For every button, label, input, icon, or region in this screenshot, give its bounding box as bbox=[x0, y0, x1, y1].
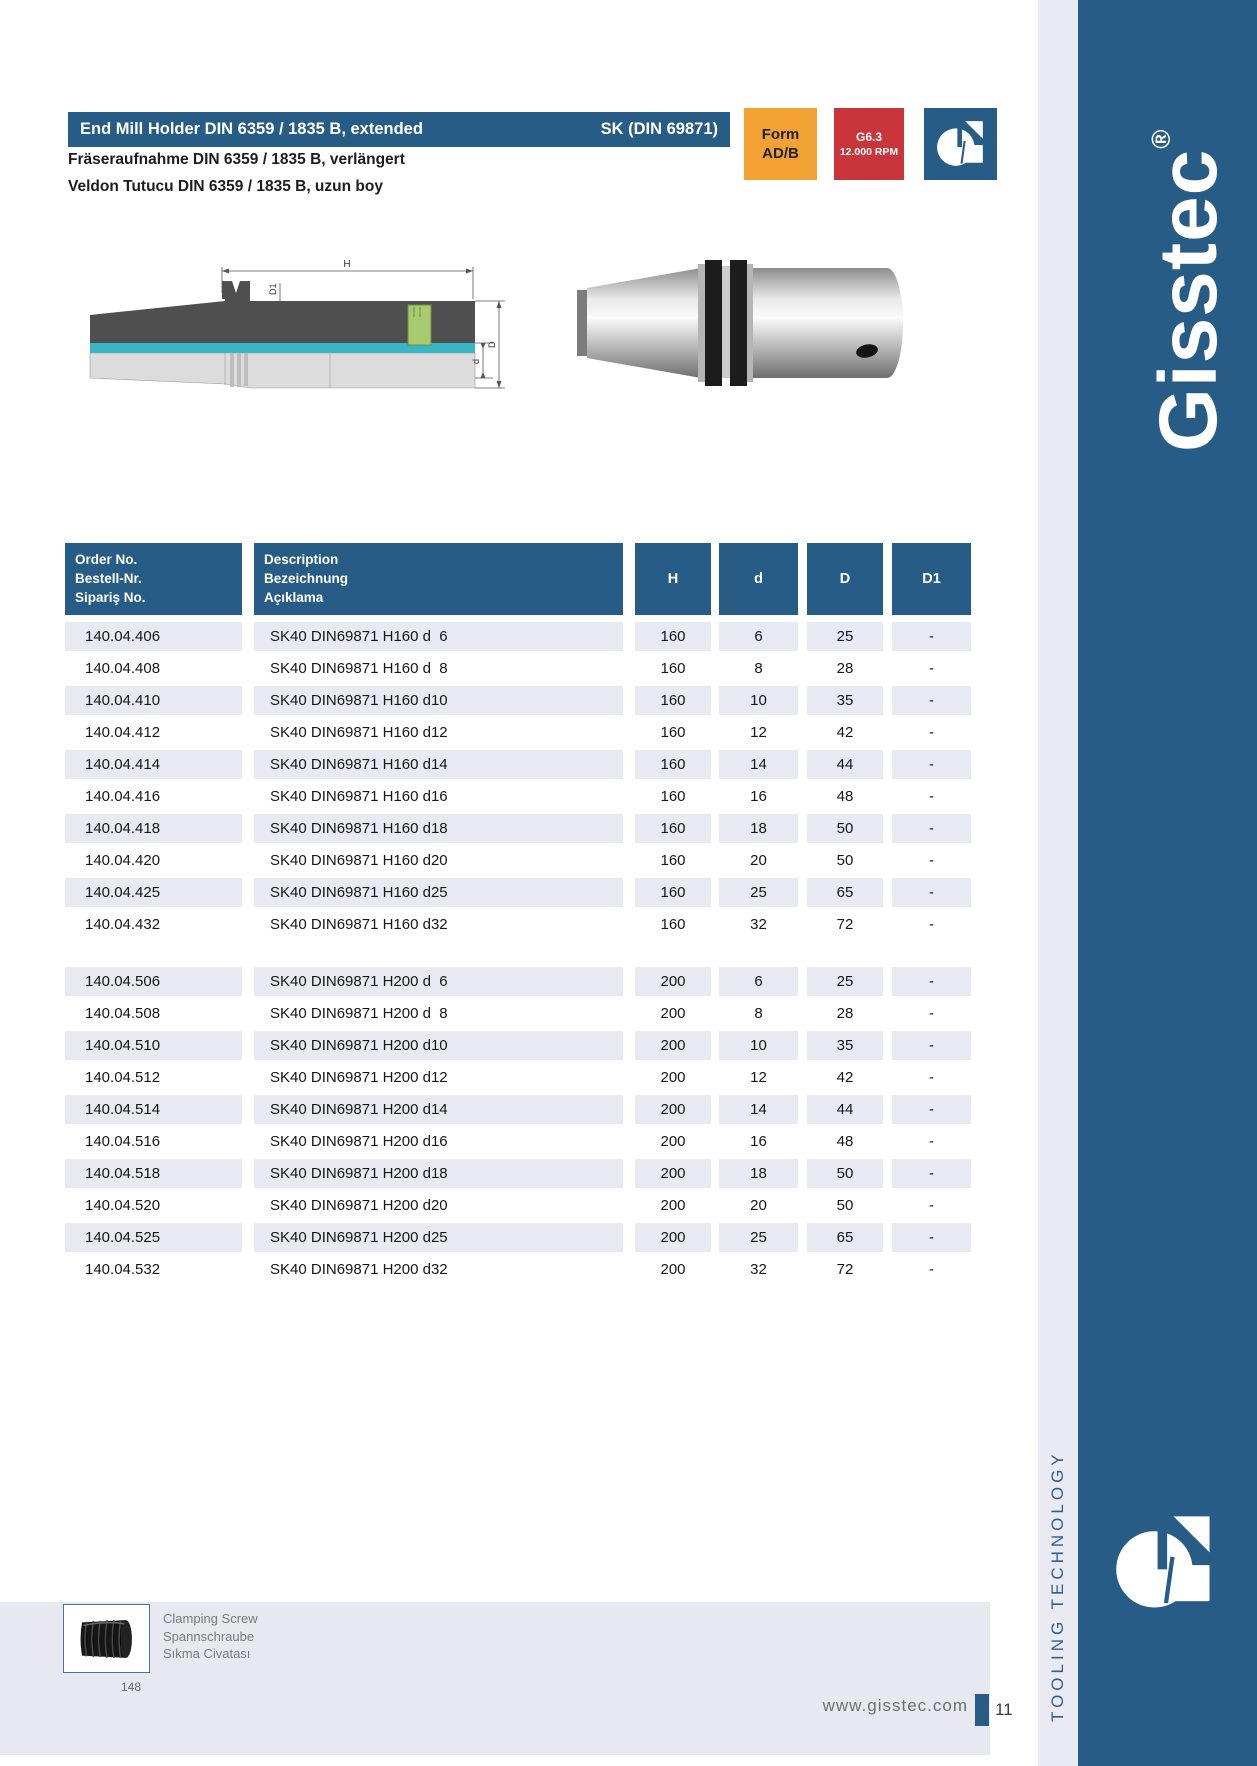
dim-label-d1: D1 bbox=[268, 283, 278, 295]
logo-badge bbox=[924, 108, 997, 180]
table-row bbox=[65, 782, 971, 811]
table-cell: - bbox=[929, 1069, 934, 1086]
table-cell: 50 bbox=[836, 1197, 854, 1214]
table-cell: 8 bbox=[754, 1005, 763, 1022]
table-cell: 44 bbox=[807, 1095, 883, 1124]
gisstec-logo-icon bbox=[1112, 1510, 1218, 1616]
table-cell: 200 bbox=[660, 1069, 686, 1086]
table-row bbox=[65, 1223, 971, 1252]
table-cell: - bbox=[929, 788, 934, 805]
table-cell: 200 bbox=[635, 1095, 711, 1124]
website-link[interactable]: www.gisstec.com bbox=[822, 1696, 968, 1715]
table-cell: 140.04.506 bbox=[65, 967, 242, 996]
registered-mark: ® bbox=[1146, 128, 1176, 149]
table-cell: - bbox=[929, 724, 934, 741]
technical-drawing bbox=[75, 243, 505, 408]
table-row bbox=[65, 967, 971, 996]
table-cell: SK40 DIN69871 H200 d12 bbox=[270, 1069, 448, 1086]
table-cell: 160 bbox=[635, 622, 711, 651]
table-cell: 160 bbox=[660, 916, 686, 933]
table-cell: 50 bbox=[836, 852, 854, 869]
table-cell: 160 bbox=[635, 686, 711, 715]
clamping-screw-box bbox=[63, 1604, 150, 1673]
table-cell: 140.04.412 bbox=[85, 724, 161, 741]
table-cell: 25 bbox=[807, 967, 883, 996]
table-cell: - bbox=[892, 686, 971, 715]
table-cell: 140.04.514 bbox=[65, 1095, 242, 1124]
table-cell: SK40 DIN69871 H160 d12 bbox=[270, 724, 448, 741]
table-row bbox=[65, 654, 971, 683]
table-row bbox=[65, 1127, 971, 1156]
table-cell: SK40 DIN69871 H200 d 8 bbox=[270, 1005, 448, 1022]
table-cell: SK40 DIN69871 H200 d20 bbox=[270, 1197, 448, 1214]
table-cell: - bbox=[892, 967, 971, 996]
table-row bbox=[65, 1191, 971, 1220]
table-cell: 20 bbox=[750, 852, 767, 869]
table-cell: 16 bbox=[750, 788, 767, 805]
table-cell: SK40 DIN69871 H200 d32 bbox=[270, 1261, 448, 1278]
table-cell: - bbox=[929, 916, 934, 933]
table-cell: 6 bbox=[719, 967, 798, 996]
subtitle-german: Fräseraufnahme DIN 6359 / 1835 B, verlängert bbox=[68, 151, 405, 168]
table-cell: 48 bbox=[836, 1133, 854, 1150]
table-cell: SK40 DIN69871 H160 d25 bbox=[254, 878, 623, 907]
table-cell: 140.04.418 bbox=[65, 814, 242, 843]
gisstec-logo-icon bbox=[935, 118, 987, 170]
page-title: End Mill Holder DIN 6359 / 1835 B, extended bbox=[80, 120, 423, 138]
table-body bbox=[65, 622, 971, 1284]
table-cell: 140.04.406 bbox=[65, 622, 242, 651]
table-cell: 8 bbox=[754, 660, 763, 677]
table-row bbox=[65, 1031, 971, 1060]
table-cell: 160 bbox=[635, 814, 711, 843]
clamping-screw-labels bbox=[163, 1610, 258, 1663]
table-cell: - bbox=[892, 1031, 971, 1060]
table-cell: 25 bbox=[807, 622, 883, 651]
table-cell: 160 bbox=[660, 852, 686, 869]
table-cell: 72 bbox=[836, 916, 854, 933]
col-header-d: d bbox=[719, 543, 798, 615]
table-row bbox=[65, 1063, 971, 1092]
section-title-bar bbox=[68, 112, 730, 147]
table-cell: 6 bbox=[719, 622, 798, 651]
table-cell: 200 bbox=[660, 1005, 686, 1022]
table-cell: 48 bbox=[836, 788, 854, 805]
table-cell: 140.04.518 bbox=[65, 1159, 242, 1188]
table-cell: 140.04.508 bbox=[85, 1005, 161, 1022]
table-cell: SK40 DIN69871 H200 d 6 bbox=[254, 967, 623, 996]
brand-wordmark bbox=[1112, 86, 1234, 452]
table-cell: 32 bbox=[750, 916, 767, 933]
table-cell: SK40 DIN69871 H160 d14 bbox=[254, 750, 623, 779]
table-cell: 42 bbox=[836, 1069, 854, 1086]
table-cell: 25 bbox=[719, 878, 798, 907]
table-cell: - bbox=[892, 1159, 971, 1188]
dim-label-dd: D bbox=[487, 341, 497, 348]
subtitle-turkish: Veldon Tutucu DIN 6359 / 1835 B, uzun boy bbox=[68, 178, 383, 195]
table-row bbox=[65, 1095, 971, 1124]
table-cell: - bbox=[892, 622, 971, 651]
table-cell: 44 bbox=[807, 750, 883, 779]
table-cell: 18 bbox=[719, 1159, 798, 1188]
clamp-label-de: Spannschraube bbox=[163, 1628, 255, 1644]
table-cell: 200 bbox=[635, 1223, 711, 1252]
table-group bbox=[65, 622, 971, 939]
table-cell: 140.04.408 bbox=[85, 660, 161, 677]
table-cell: 140.04.414 bbox=[65, 750, 242, 779]
table-cell: - bbox=[892, 814, 971, 843]
table-cell: 25 bbox=[719, 1223, 798, 1252]
table-cell: 160 bbox=[660, 724, 686, 741]
table-cell: 14 bbox=[719, 750, 798, 779]
table-cell: 10 bbox=[719, 686, 798, 715]
table-cell: 140.04.425 bbox=[65, 878, 242, 907]
table-cell: 65 bbox=[807, 1223, 883, 1252]
table-cell: SK40 DIN69871 H160 d16 bbox=[270, 788, 448, 805]
table-cell: - bbox=[892, 750, 971, 779]
clamping-screw-photo bbox=[73, 1614, 141, 1664]
table-cell: - bbox=[892, 878, 971, 907]
form-badge-line2: AD/B bbox=[762, 145, 799, 162]
table-row bbox=[65, 750, 971, 779]
table-row bbox=[65, 878, 971, 907]
table-cell: - bbox=[892, 1223, 971, 1252]
table-cell: SK40 DIN69871 H200 d14 bbox=[254, 1095, 623, 1124]
footer-panel bbox=[0, 1602, 990, 1755]
table-cell: - bbox=[929, 1197, 934, 1214]
product-table bbox=[65, 543, 971, 1287]
table-row bbox=[65, 999, 971, 1028]
table-header bbox=[65, 543, 971, 615]
table-cell: 10 bbox=[719, 1031, 798, 1060]
table-row bbox=[65, 718, 971, 747]
col-header-description: Description Bezeichnung Açıklama bbox=[254, 543, 623, 615]
table-cell: 42 bbox=[836, 724, 854, 741]
table-cell: 140.04.416 bbox=[85, 788, 161, 805]
table-cell: 200 bbox=[660, 1197, 686, 1214]
table-cell: 16 bbox=[750, 1133, 767, 1150]
page-number-marker bbox=[975, 1694, 989, 1726]
table-cell: SK40 DIN69871 H160 d20 bbox=[270, 852, 448, 869]
brand-tagline: TOOLING TECHNOLOGY bbox=[1048, 1450, 1067, 1722]
dim-label-h: H bbox=[343, 259, 351, 270]
col-header-order: Order No. Bestell-Nr. Sipariş No. bbox=[65, 543, 242, 615]
table-row bbox=[65, 1159, 971, 1188]
table-cell: 18 bbox=[719, 814, 798, 843]
taper-standard-label: SK (DIN 69871) bbox=[600, 120, 718, 138]
col-header-d1: D1 bbox=[892, 543, 971, 615]
balance-grade: G6.3 bbox=[855, 129, 882, 144]
table-cell: 28 bbox=[836, 660, 854, 677]
table-cell: 140.04.410 bbox=[65, 686, 242, 715]
table-cell: 200 bbox=[635, 967, 711, 996]
page-number: 11 bbox=[995, 1700, 1013, 1719]
table-cell: 140.04.432 bbox=[85, 916, 161, 933]
table-cell: SK40 DIN69871 H160 d 6 bbox=[254, 622, 623, 651]
table-cell: 50 bbox=[807, 814, 883, 843]
table-cell: 160 bbox=[660, 660, 686, 677]
form-badge bbox=[744, 108, 817, 180]
table-cell: 35 bbox=[807, 686, 883, 715]
table-cell: 200 bbox=[635, 1031, 711, 1060]
product-photo bbox=[515, 248, 915, 398]
table-cell: - bbox=[929, 1005, 934, 1022]
table-row bbox=[65, 814, 971, 843]
table-cell: 20 bbox=[750, 1197, 767, 1214]
table-cell: SK40 DIN69871 H160 d32 bbox=[270, 916, 448, 933]
col-header-h: H bbox=[635, 543, 711, 615]
table-cell: 160 bbox=[635, 750, 711, 779]
table-cell: 32 bbox=[750, 1261, 767, 1278]
table-cell: 140.04.516 bbox=[85, 1133, 161, 1150]
table-cell: SK40 DIN69871 H160 d 8 bbox=[270, 660, 448, 677]
brand-name: Gisstec bbox=[1143, 148, 1234, 452]
table-cell: SK40 DIN69871 H160 d10 bbox=[254, 686, 623, 715]
table-cell: - bbox=[929, 1133, 934, 1150]
table-cell: 65 bbox=[807, 878, 883, 907]
table-cell: 140.04.420 bbox=[85, 852, 161, 869]
clamp-label-en: Clamping Screw bbox=[163, 1611, 258, 1626]
table-cell: 200 bbox=[660, 1133, 686, 1150]
table-cell: 28 bbox=[836, 1005, 854, 1022]
table-cell: - bbox=[929, 1261, 934, 1278]
cross-reference-page: 148 bbox=[120, 1680, 142, 1694]
table-cell: 140.04.525 bbox=[65, 1223, 242, 1252]
table-cell: SK40 DIN69871 H160 d18 bbox=[254, 814, 623, 843]
table-cell: 160 bbox=[660, 788, 686, 805]
table-cell: 200 bbox=[635, 1159, 711, 1188]
table-cell: SK40 DIN69871 H200 d18 bbox=[254, 1159, 623, 1188]
table-cell: 160 bbox=[635, 878, 711, 907]
table-cell: 140.04.532 bbox=[85, 1261, 161, 1278]
table-row bbox=[65, 846, 971, 875]
table-cell: 72 bbox=[836, 1261, 854, 1278]
form-badge-line1: Form bbox=[761, 126, 800, 143]
table-cell: - bbox=[892, 1095, 971, 1124]
col-header-dd: D bbox=[807, 543, 883, 615]
table-group bbox=[65, 967, 971, 1284]
table-cell: 50 bbox=[807, 1159, 883, 1188]
table-row bbox=[65, 686, 971, 715]
table-cell: 35 bbox=[807, 1031, 883, 1060]
rpm-value: 12.000 RPM bbox=[839, 145, 899, 158]
table-cell: 12 bbox=[750, 1069, 767, 1086]
table-row bbox=[65, 1255, 971, 1284]
table-cell: 12 bbox=[750, 724, 767, 741]
table-cell: - bbox=[929, 852, 934, 869]
table-cell: 140.04.510 bbox=[65, 1031, 242, 1060]
table-cell: 14 bbox=[719, 1095, 798, 1124]
balance-rpm-badge bbox=[834, 108, 904, 180]
table-cell: SK40 DIN69871 H200 d25 bbox=[254, 1223, 623, 1252]
table-cell: - bbox=[929, 660, 934, 677]
dim-label-d: d bbox=[471, 358, 481, 364]
table-row bbox=[65, 622, 971, 651]
table-cell: 140.04.520 bbox=[85, 1197, 161, 1214]
table-cell: SK40 DIN69871 H200 d10 bbox=[254, 1031, 623, 1060]
table-cell: 140.04.512 bbox=[85, 1069, 161, 1086]
table-cell: 200 bbox=[660, 1261, 686, 1278]
table-row bbox=[65, 910, 971, 939]
table-cell: SK40 DIN69871 H200 d16 bbox=[270, 1133, 448, 1150]
clamp-label-tr: Sıkma Civatası bbox=[163, 1646, 251, 1661]
